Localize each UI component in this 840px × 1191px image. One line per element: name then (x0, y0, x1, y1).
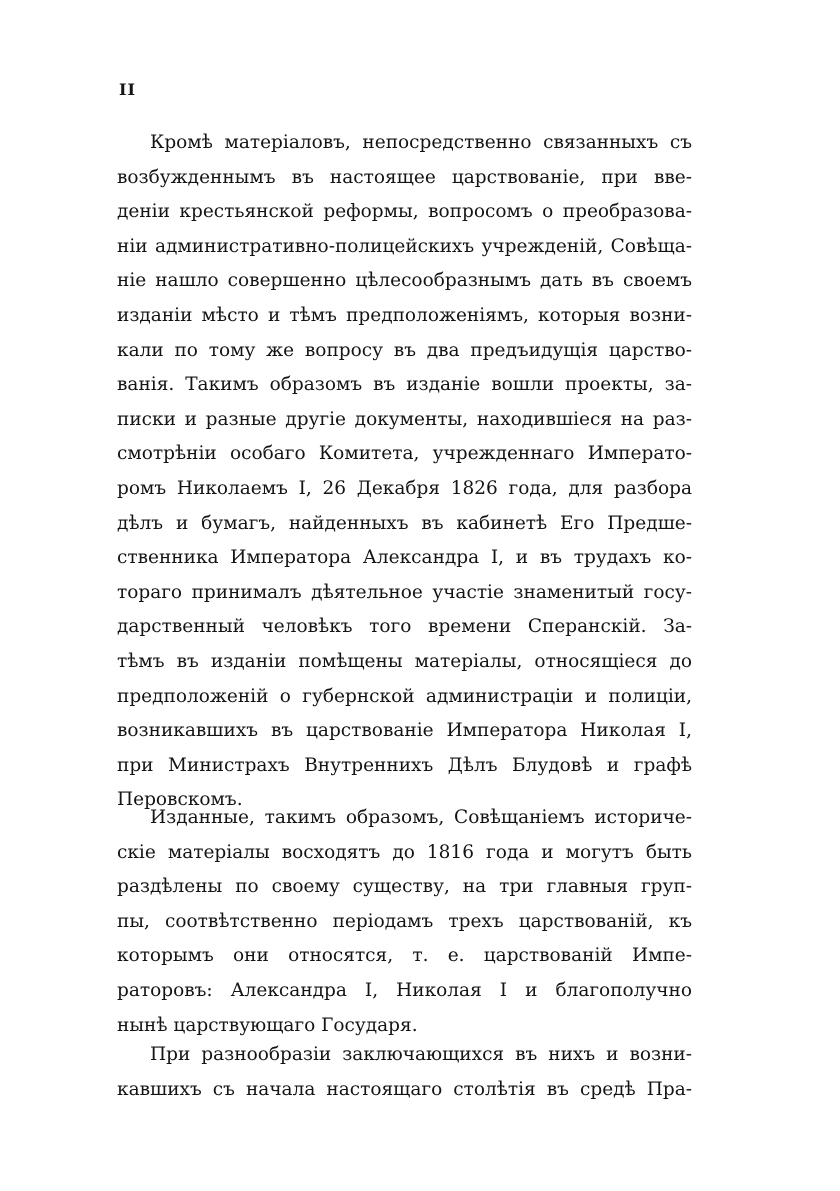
text-line: при Министрахъ Внутреннихъ Дѣлъ Блудовѣ и графѣ (117, 754, 692, 776)
text-line: тораго принималъ дѣятельное участіе знаменитый госу- (117, 581, 692, 603)
text-line: дѣлъ и бумагъ, найденныхъ въ кабинетѣ Его Предше- (117, 512, 692, 534)
text-line: деніи крестьянской реформы, вопросомъ о преобразова- (117, 201, 692, 223)
text-line: возникавшихъ въ царствованіе Императора Николая I, (117, 720, 692, 742)
text-line: смотрѣніи особаго Комитета, учрежденнаго Императо- (117, 443, 692, 465)
text-line: которымъ они относятся, т. е. царствованій Импе- (117, 945, 692, 967)
text-line: ванія. Такимъ образомъ въ изданіе вошли проекты, за- (117, 374, 692, 396)
text-line: дарственный человѣкъ того времени Сперанскій. За- (117, 616, 692, 638)
text-line: Перовскомъ. (117, 789, 243, 811)
text-line: писки и разные другіе документы, находившіеся на раз- (117, 408, 692, 430)
text-line: раторовъ: Александра I, Николая I и благополучно (117, 979, 692, 1001)
text-line: скіе матеріалы восходятъ до 1816 года и могутъ быть (117, 841, 692, 863)
text-line: Изданные, такимъ образомъ, Совѣщаніемъ историче- (150, 807, 692, 828)
paragraph (117, 1038, 692, 1107)
paragraph (117, 801, 692, 1043)
text-line: ромъ Николаемъ I, 26 Декабря 1826 года, для разбора (117, 477, 692, 499)
text-line: ственника Императора Александра I, и въ трудахъ ко- (117, 547, 692, 569)
text-line: тѣмъ въ изданіи помѣщены матеріалы, относящіеся до (117, 650, 692, 672)
text-line: Кромѣ матеріаловъ, непосредственно связанныхъ съ (150, 132, 692, 153)
text-line: При разнообразіи заключающихся въ нихъ и возни- (150, 1044, 692, 1065)
text-line: кавшихъ съ начала настоящаго столѣтія въ средѣ Пра- (117, 1078, 692, 1100)
paragraph (117, 126, 692, 818)
text-line: пы, соотвѣтственно періодамъ трехъ царствованій, къ (117, 910, 692, 932)
text-line: предположеній о губернской администраціи и полиціи, (117, 685, 692, 707)
text-line: раздѣлены по своему существу, на три главныя груп- (117, 876, 692, 898)
text-line: ніе нашло совершенно цѣлесообразнымъ дать въ своемъ (117, 270, 692, 292)
text-line: нынѣ царствующаго Государя. (117, 1014, 418, 1036)
text-line: кали по тому же вопросу въ два предъидущія царство- (117, 339, 692, 361)
text-line: изданіи мѣсто и тѣмъ предположеніямъ, которыя возни- (117, 304, 692, 326)
text-line: ніи административно-полицейскихъ учрежденій, Совѣща- (117, 235, 692, 257)
page-number: II (119, 80, 136, 99)
text-line: возбужденнымъ въ настоящее царствованіе, при вве- (117, 166, 692, 188)
